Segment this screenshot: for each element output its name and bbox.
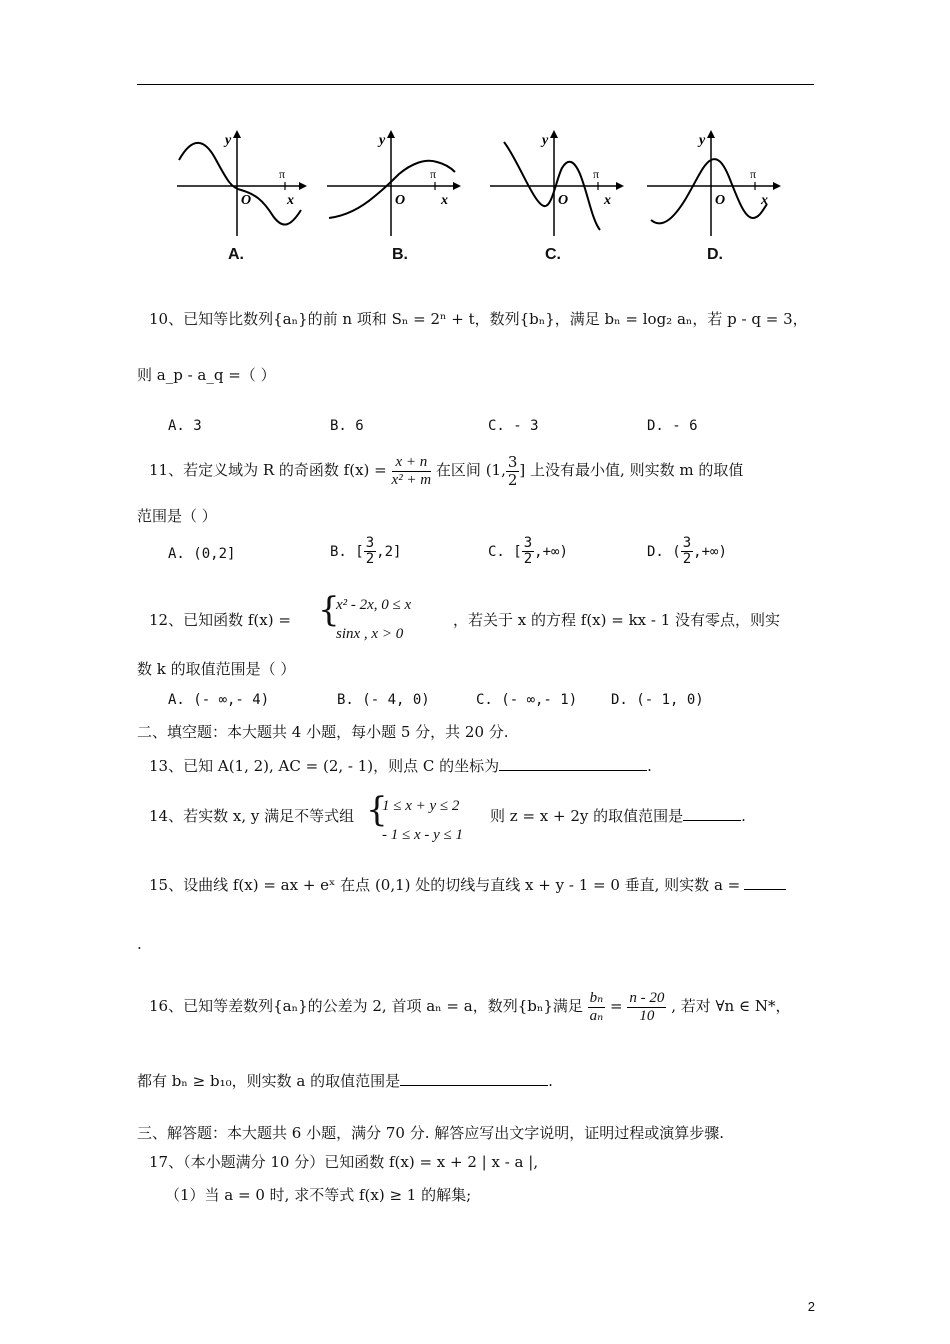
q11-option-d <box>647 536 727 568</box>
graph-c-x-label: x <box>604 193 611 208</box>
q16-fraction-2-num: n - 20 <box>629 990 665 1006</box>
page-number: 2 <box>807 1299 815 1314</box>
graph-label-d: D. <box>707 246 723 263</box>
q11-option-c <box>488 536 568 568</box>
q16-suffix: , 若对 ∀n ∈ N*， <box>671 997 791 1015</box>
graph-d <box>645 120 785 240</box>
q17-line1: 17、（本小题满分 10 分）已知函数 f(x) = x + 2 | x - a |, <box>149 1153 539 1171</box>
q14-brace: { <box>366 790 388 830</box>
q11-option-b-pre: B. [ <box>330 543 364 560</box>
q16-prefix: 16、已知等差数列{aₙ}的公差为 2, 首项 aₙ = a，数列{bₙ}满足 <box>149 997 583 1015</box>
q11-interval-fraction <box>506 454 520 488</box>
graph-d-x-label: x <box>761 193 768 208</box>
header-rule <box>137 84 814 85</box>
q11-fraction <box>392 454 432 488</box>
graph-a <box>175 120 310 240</box>
q15-line2: . <box>137 935 142 953</box>
q11-option-c-den: 2 <box>523 551 533 568</box>
q11-mid: 在区间 (1, <box>435 461 506 479</box>
q10-option-a: A. 3 <box>168 418 202 434</box>
q12-prefix: 12、已知函数 f(x) = <box>149 611 291 629</box>
q11-option-b-num: 3 <box>365 535 375 551</box>
graph-label-c: C. <box>545 246 561 263</box>
q11-line1 <box>149 454 743 488</box>
q11-option-d-num: 3 <box>682 535 692 551</box>
q15-line1-row <box>149 876 786 894</box>
graph-d-pi-label: π <box>750 167 757 181</box>
q14-suffix: 则 z = x + 2y 的取值范围是 <box>490 807 684 825</box>
q11-option-d-post: ,+∞) <box>693 543 727 560</box>
q13-period: . <box>647 757 652 775</box>
graph-a-y-label: y <box>225 133 232 148</box>
q10-option-b: B. 6 <box>330 418 364 434</box>
q10-option-c: C. - 3 <box>488 418 539 434</box>
graph-b-y-label: y <box>379 133 386 148</box>
q16-fraction-1-num: bₙ <box>589 990 604 1006</box>
q16-line2-row <box>137 1072 553 1090</box>
graph-d-y-label: y <box>699 133 706 148</box>
q16-line1 <box>149 990 790 1024</box>
q16-period: . <box>548 1072 553 1090</box>
section-3-heading: 三、解答题：本大题共 6 小题，满分 70 分. 解答应写出文字说明，证明过程或演算步骤. <box>137 1124 725 1142</box>
q11-option-c-frac <box>522 536 534 568</box>
q11-interval-num: 3 <box>507 453 518 471</box>
q16-fraction-1-den: aₙ <box>589 1007 604 1024</box>
q16-fraction-2-den: 10 <box>639 1007 655 1024</box>
q11-option-b-frac <box>364 536 376 568</box>
graph-a-x-label: x <box>287 193 294 208</box>
q13-text <box>149 757 652 775</box>
q11-suffix: ] 上没有最小值, 则实数 m 的取值 <box>519 461 744 479</box>
q14-case2: - 1 ≤ x - y ≤ 1 <box>382 827 464 843</box>
graph-label-b: B. <box>392 246 408 263</box>
q15-line1: 15、设曲线 f(x) = ax + eˣ 在点 (0,1) 处的切线与直线 x + y - 1 = 0 垂直, 则实数 a = <box>149 876 741 894</box>
q11-fraction-den: x² + m <box>391 471 432 488</box>
graph-d-origin-label: O <box>715 193 726 208</box>
graph-c-origin-label: O <box>558 193 569 208</box>
q16-fraction-2 <box>627 990 666 1024</box>
q15-answer-blank[interactable] <box>744 889 786 890</box>
q11-option-c-post: ,+∞) <box>534 543 568 560</box>
q11-option-c-num: 3 <box>523 535 533 551</box>
section-2-heading: 二、填空题：本大题共 4 小题，每小题 5 分，共 20 分. <box>137 723 509 741</box>
q10-option-d: D. - 6 <box>647 418 698 434</box>
q11-interval-den: 2 <box>507 470 518 489</box>
q11-line2: 范围是（ ） <box>137 507 217 525</box>
q12-brace: { <box>318 590 340 630</box>
q14-prefix: 14、若实数 x, y 满足不等式组 <box>149 807 355 825</box>
graph-a-pi-label: π <box>279 167 286 181</box>
q14-suffix-row <box>490 807 746 825</box>
graph-c-y-label: y <box>542 133 549 148</box>
graph-b <box>325 120 465 240</box>
q11-prefix: 11、若定义域为 R 的奇函数 f(x) = <box>149 461 387 479</box>
q12-option-b: B. (- 4, 0) <box>337 692 430 708</box>
q14-period: . <box>741 807 746 825</box>
q11-option-d-pre: D. ( <box>647 543 681 560</box>
graph-b-pi-label: π <box>430 167 437 181</box>
q11-option-a: A. (0,2] <box>168 546 236 562</box>
q11-option-c-pre: C. [ <box>488 543 522 560</box>
graph-label-a: A. <box>228 246 244 263</box>
q11-option-d-den: 2 <box>682 551 692 568</box>
q11-option-d-frac <box>681 536 693 568</box>
q10-line2: 则 a_p - a_q =（ ） <box>137 366 276 384</box>
graph-a-origin-label: O <box>241 193 252 208</box>
q16-answer-blank[interactable] <box>400 1085 548 1086</box>
q16-equals: = <box>610 997 623 1015</box>
q13-answer-blank[interactable] <box>499 770 647 771</box>
q11-option-b-post: ,2] <box>376 543 402 560</box>
graph-c <box>488 120 628 240</box>
q12-case2: sinx , x > 0 <box>336 626 404 642</box>
q17-line2: （1）当 a = 0 时, 求不等式 f(x) ≥ 1 的解集; <box>165 1186 472 1204</box>
graph-c-pi-label: π <box>593 167 600 181</box>
q12-option-c: C. (- ∞,- 1) <box>476 692 578 708</box>
q14-answer-blank[interactable] <box>683 820 741 821</box>
q12-line2: 数 k 的取值范围是（ ） <box>137 660 296 678</box>
q11-fraction-num: x + n <box>392 454 432 472</box>
q12-option-d: D. (- 1, 0) <box>611 692 704 708</box>
q10-line1: 10、已知等比数列{aₙ}的前 n 项和 Sₙ = 2ⁿ + t，数列{bₙ}，满足 bₙ = log₂ aₙ，若 p - q = 3， <box>149 310 808 328</box>
q11-option-b-den: 2 <box>365 551 375 568</box>
graph-b-origin-label: O <box>395 193 406 208</box>
q12-option-a: A. (- ∞,- 4) <box>168 692 270 708</box>
q12-case1: x² - 2x, 0 ≤ x <box>336 597 412 613</box>
q16-fraction-1 <box>588 990 606 1024</box>
q16-line2: 都有 bₙ ≥ b₁₀，则实数 a 的取值范围是 <box>137 1072 401 1090</box>
q11-option-b <box>330 536 401 568</box>
q13-body: 13、已知 A(1, 2), AC = (2, - 1)，则点 C 的坐标为 <box>149 757 500 775</box>
q12-suffix: ，若关于 x 的方程 f(x) = kx - 1 没有零点，则实 <box>453 611 781 629</box>
graph-b-x-label: x <box>441 193 448 208</box>
q14-case1: 1 ≤ x + y ≤ 2 <box>382 798 460 814</box>
